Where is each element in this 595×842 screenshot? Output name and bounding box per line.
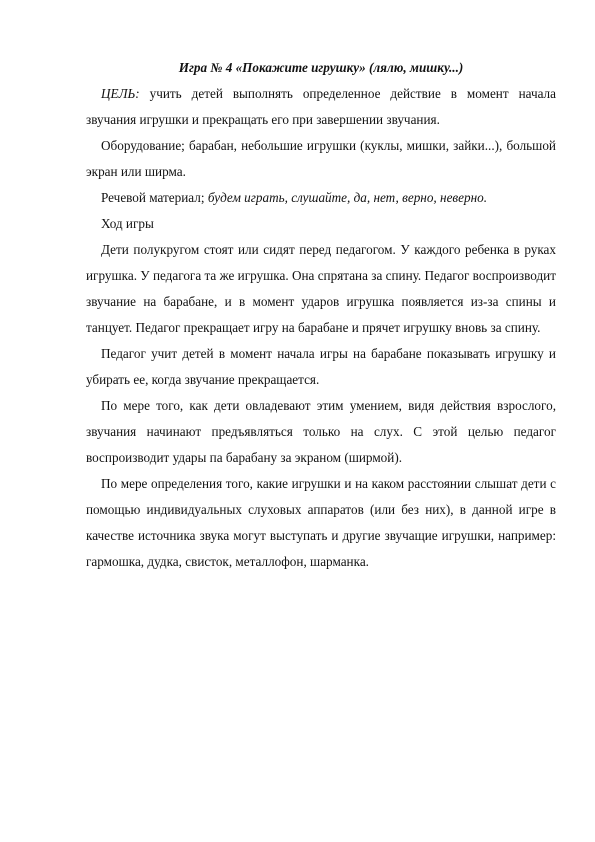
body-paragraph: По мере того, как дети овладевают этим умением, видя действия взрослого, звучания начинают предъявляться только на слух. С этой целью педагог воспроизводит удары па барабану за экраном (ширмой). — [86, 398, 556, 465]
speech-material-words: будем играть, слушайте, да, нет, верно, неверно. — [207, 190, 488, 205]
goal-paragraph — [86, 81, 556, 133]
speech-material-label: Речевой материал; — [101, 190, 208, 205]
goal-label: ЦЕЛЬ: — [101, 86, 140, 101]
document-page — [86, 55, 556, 575]
document-title: Игра № 4 «Покажите игрушку» (лялю, мишку...) — [178, 60, 464, 75]
goal-text: учить детей выполнять определенное действие в момент начала звучания игрушки и прекращать его при завершении звучания. — [86, 86, 556, 127]
game-course-heading: Ход игры — [101, 216, 154, 231]
speech-material-paragraph — [86, 185, 556, 211]
equipment-paragraph: Оборудование; барабан, небольшие игрушки (куклы, мишки, зайки...), большой экран или ширма. — [86, 138, 556, 179]
body-paragraph: Дети полукругом стоят или сидят перед педагогом. У каждого ребенка в руках игрушка. У педагога та же игрушка. Она спрятана за спину. Педагог воспроизводит звучание на барабане, и в момент ударов игрушка появляется из-за спины и танцует. Педагог прекращает игру на барабане и прячет игрушку вновь за спину. — [86, 242, 556, 335]
body-paragraph: По мере определения того, какие игрушки и на каком расстоянии слышат дети с помощью индивидуальных слуховых аппаратов (или без них), в данной игре в качестве источника звука могут выступать и другие звучащие игрушки, например: гармошка, дудка, свисток, металлофон, шарманка. — [86, 476, 556, 569]
body-paragraph: Педагог учит детей в момент начала игры на барабане показывать игрушку и убирать ее, когда звучание прекращается. — [86, 346, 556, 387]
